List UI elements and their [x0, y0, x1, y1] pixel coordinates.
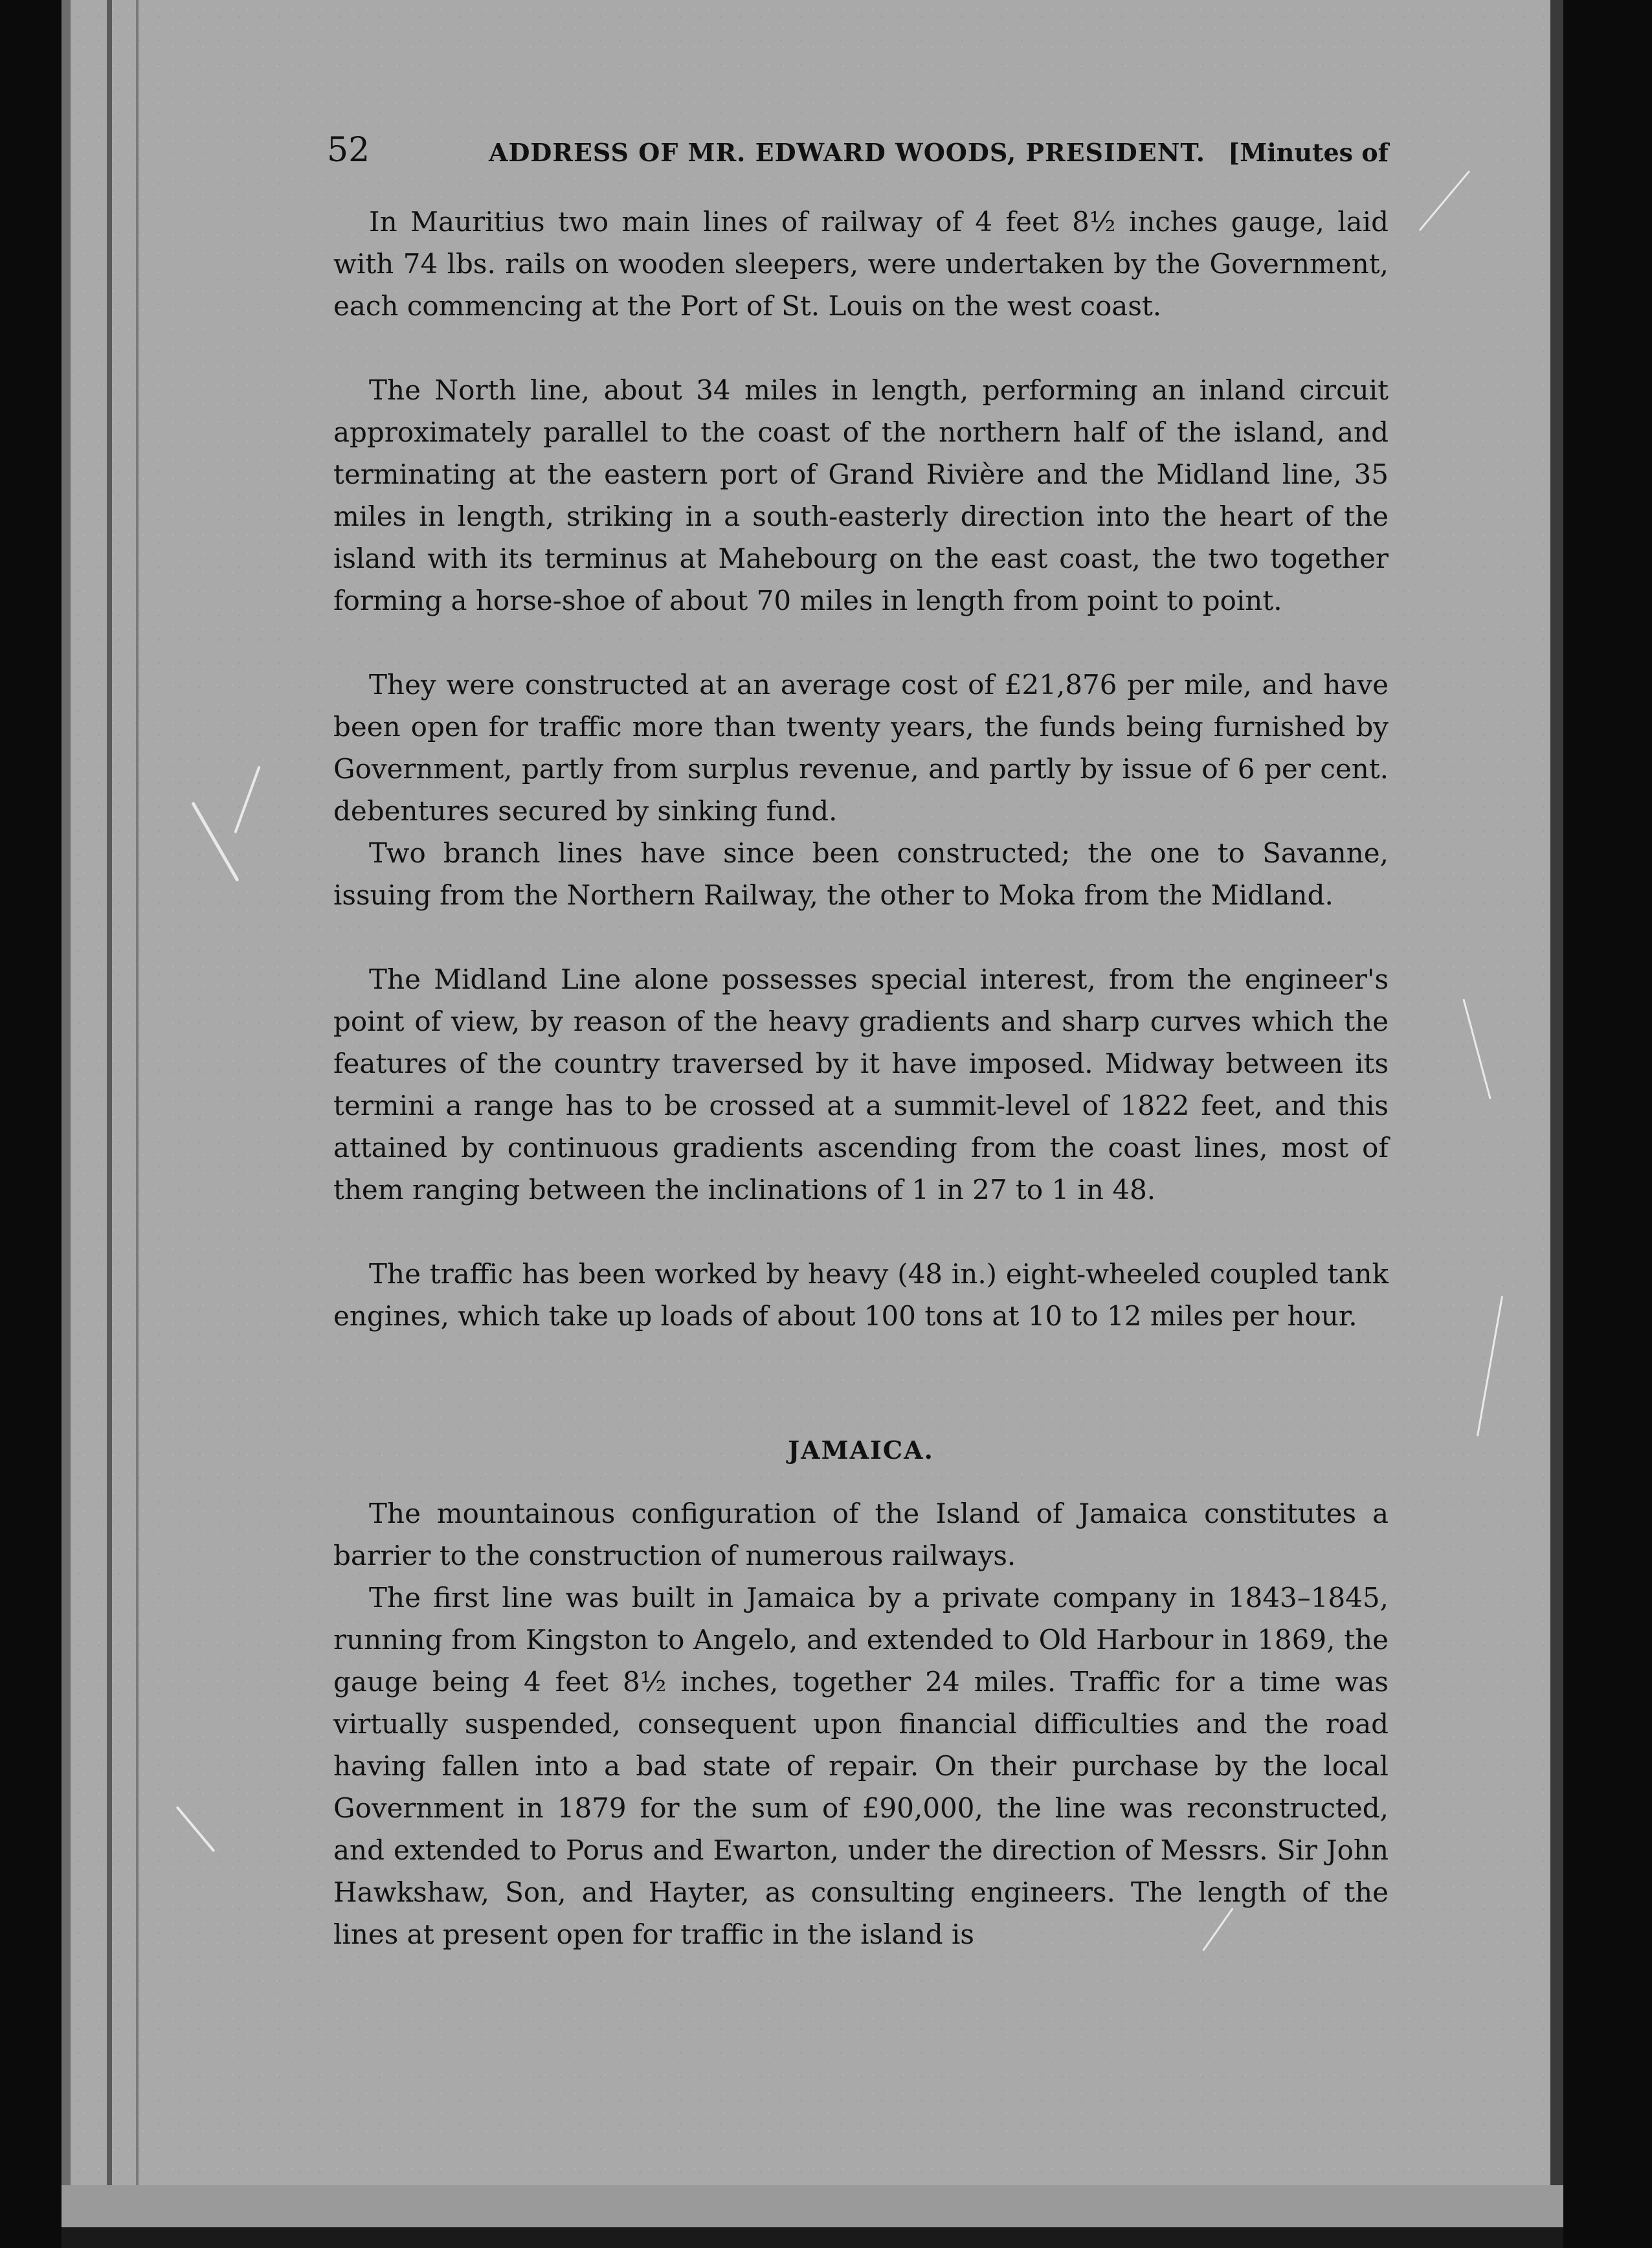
- paragraph-midland-line: The Midland Line alone possesses special interest, from the engineer's point of view, by reason of the heavy gradients and sharp curves which the features of the country traversed by it have imposed. Midway between its termini a range has to be crossed at a summit-level of 1822 feet, and this attained by continuous gradients ascending from the coast lines, most of them ranging between the inclinations of 1 in 27 to 1 in 48.: [333, 963, 1389, 1206]
- bottom-dark-border: [61, 2227, 1563, 2248]
- running-head-right: [Minutes of: [1228, 138, 1389, 167]
- left-gutter-line: [107, 0, 112, 2248]
- paragraph-north-line: The North line, about 34 miles in length, performing an inland circuit approximately parallel to the coast of the northern half of the island, and terminating at the eastern port of Grand Rivière and the Midland line, 35 miles in length, striking in a south-easterly direction into the heart of the island with its terminus at Mahebourg on the east coast, the two together forming a horse-shoe of about 70 miles in length from point to point.: [333, 374, 1389, 616]
- paragraph-branch-lines: Two branch lines have since been constructed; the one to Savanne, issuing from the Northern Railway, the other to Moka from the Midland.: [333, 837, 1389, 911]
- paragraph-mauritius-intro: In Mauritius two main lines of railway of 4 feet 8½ inches gauge, laid with 74 lbs. rails on wooden sleepers, were undertaken by the Government, each commencing at the Port of St. Louis on the west coast.: [333, 206, 1389, 322]
- right-dark-border: [1563, 0, 1652, 2248]
- page-number: 52: [327, 131, 370, 170]
- paragraph-jamaica-first-line: The first line was built in Jamaica by a private company in 1843–1845, running from Kingston to Angelo, and extended to Old Harbour in 1869, the gauge being 4 feet 8½ inches, together 24 miles. Traffic for a time was virtually suspended, consequent upon financial difficulties and the road having fallen into a bad state of repair. On their purchase by the local Government in 1879 for the sum of £90,000, the line was reconstructed, and extended to Porus and Ewarton, under the direction of Messrs. Sir John Hawkshaw, Son, and Hayter, as consulting engineers. The length of the lines at present open for traffic in the island is: [333, 1582, 1389, 1950]
- left-page-edge: [61, 0, 71, 2248]
- right-page-edge: [1550, 0, 1563, 2248]
- section-heading-jamaica: JAMAICA.: [788, 1435, 934, 1465]
- left-inner-line: [136, 0, 139, 2248]
- paragraph-cost: They were constructed at an average cost of £21,876 per mile, and have been open for traffic more than twenty years, the funds being furnished by Government, partly from surplus revenue, and partly by issue of 6 per cent. debentures secured by sinking fund.: [333, 669, 1389, 827]
- paragraph-traffic: The traffic has been worked by heavy (48 in.) eight-wheeled coupled tank engines, which take up loads of about 100 tons at 10 to 12 miles per hour.: [333, 1258, 1389, 1332]
- running-head-title: ADDRESS OF MR. EDWARD WOODS, PRESIDENT.: [489, 138, 1206, 167]
- paragraph-jamaica-intro: The mountainous configuration of the Island of Jamaica constitutes a barrier to the construction of numerous railways.: [333, 1498, 1389, 1571]
- running-head: [327, 129, 1389, 175]
